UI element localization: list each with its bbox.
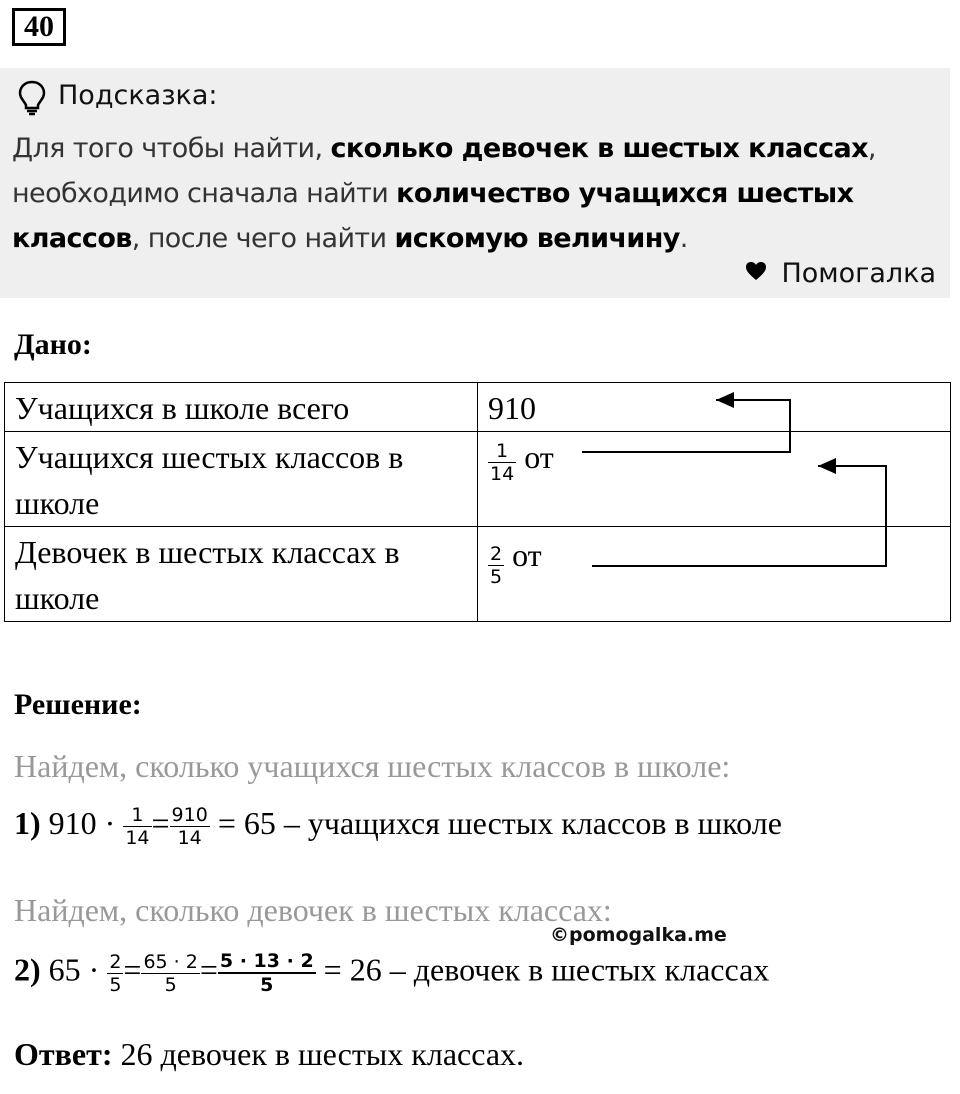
hint-text-part: , необходимо сначала найти [12, 133, 876, 209]
fraction-denominator: 5 [141, 973, 199, 996]
fraction-denominator: 5 [490, 566, 503, 588]
step-result: = 65 – учащихся шестых классов в школе [217, 804, 782, 841]
fraction-numerator: 65 · 2 [143, 950, 198, 973]
of-label: от [524, 439, 554, 475]
step-2 [14, 950, 769, 996]
expression-part: 65 · [48, 951, 100, 988]
hint-text-part: , после чего найти [131, 223, 395, 254]
hint-text-part: . [679, 223, 688, 254]
solution-title: Решение: [14, 688, 142, 721]
given-label-cell: Учащихся в школе всего [5, 383, 478, 432]
task-number: 40 [12, 8, 66, 46]
equals-sign: = [151, 804, 170, 841]
equals-sign: = [123, 951, 142, 988]
hint-bold-part: количество учащихся шестых классов [12, 178, 854, 254]
fraction-numerator: 1 [496, 440, 509, 463]
credit-label: Помогалка [781, 258, 936, 289]
expression-part: 910 · [48, 804, 116, 841]
fraction-denominator: 14 [490, 463, 515, 486]
step-label: 2) [14, 951, 41, 988]
step-note: Найдем, сколько девочек в шестых классах: [14, 892, 612, 928]
step-1 [14, 804, 782, 849]
given-title: Дано: [14, 328, 92, 361]
fraction-denominator: 5 [218, 972, 316, 996]
fraction-denominator: 5 [109, 973, 122, 996]
fraction [170, 804, 210, 849]
step-label: 1) [14, 804, 41, 841]
fraction-numerator: 1 [131, 804, 144, 826]
fraction-denominator: 14 [170, 826, 210, 849]
given-value-cell: 910 [478, 383, 951, 432]
hint-bold-part: искомую величину [394, 223, 680, 254]
given-label-cell: Девочек в шестых классах в школе [5, 527, 478, 622]
fraction [218, 950, 316, 996]
hint-title: Подсказка: [58, 80, 218, 111]
answer-text: 26 девочек в шестых классах. [112, 1036, 525, 1072]
fraction-numerator: 2 [490, 543, 503, 565]
step-result: = 26 – девочек в шестых классах [323, 951, 770, 988]
equals-sign: = [199, 951, 218, 988]
fraction-numerator: 910 [171, 804, 208, 826]
answer-label: Ответ: [14, 1036, 113, 1072]
answer [14, 1036, 524, 1073]
fraction-denominator: 14 [125, 827, 150, 849]
fraction [123, 804, 151, 849]
fraction-numerator: 5 · 13 · 2 [219, 950, 314, 972]
hint-text-part: Для того чтобы найти, [12, 133, 331, 164]
hint-bold-part: сколько девочек в шестых классах [330, 133, 868, 164]
fraction-numerator: 2 [109, 950, 122, 973]
step-note: Найдем, сколько учащихся шестых классов в школе: [14, 748, 731, 784]
fraction [141, 951, 199, 996]
given-label-cell: Учащихся шестых классов в школе [5, 432, 478, 527]
watermark: ©pomogalka.me [550, 924, 727, 946]
of-label: от [512, 536, 542, 573]
fraction [107, 951, 123, 996]
